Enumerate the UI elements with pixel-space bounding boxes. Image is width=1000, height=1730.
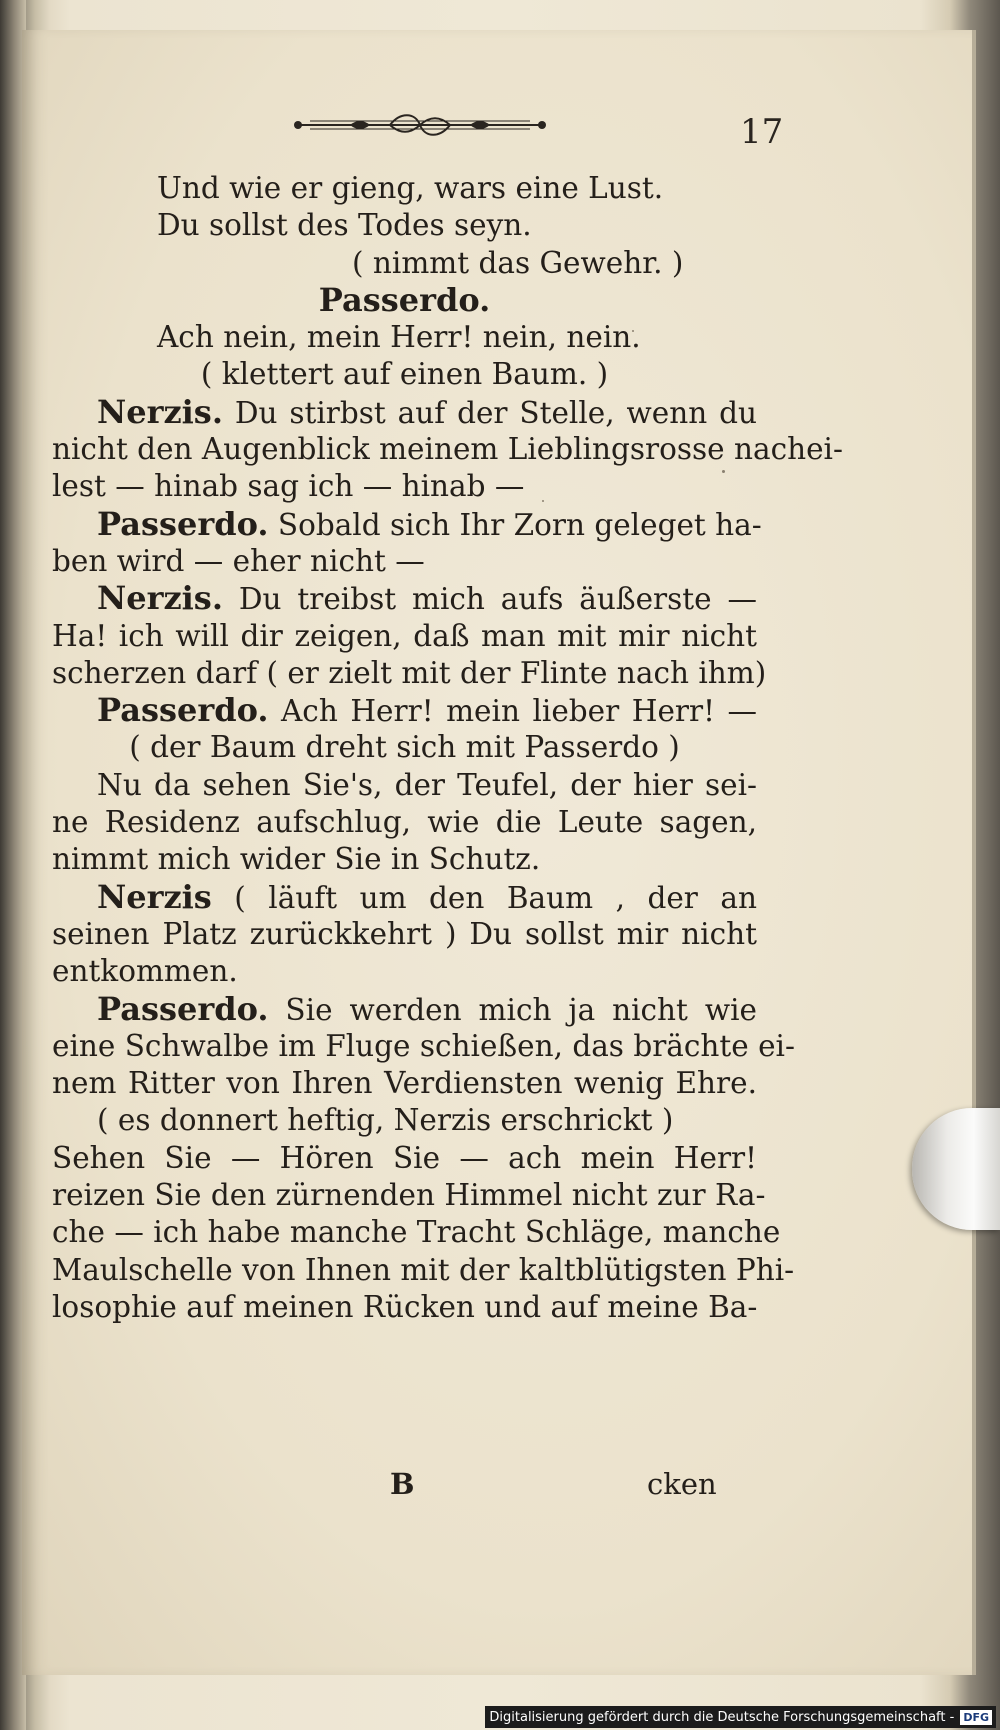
text-line (52, 879, 757, 916)
text-line (52, 1140, 757, 1177)
line-text: lest — hinab sag ich — hinab — (52, 469, 525, 504)
text-line (52, 207, 757, 244)
text-line (52, 618, 757, 655)
text-line (52, 1214, 781, 1251)
text-line (52, 468, 757, 505)
line-text: ( nimmt das Gewehr. ) (352, 245, 684, 280)
line-text: entkommen. (52, 954, 238, 989)
text-line (52, 245, 757, 282)
text-line (52, 504, 762, 543)
text-line (52, 580, 757, 617)
dfg-logo: DFG (960, 1710, 992, 1725)
speaker-name: Nerzis. (97, 579, 223, 618)
line-text: ben wird — eher nicht — (52, 543, 425, 578)
text-line (52, 692, 757, 729)
line-text: Du sollst des Todes seyn. (157, 208, 532, 243)
line-text: Ach Herr! mein lieber Herr! — (268, 694, 757, 729)
line-text: nem Ritter von Ihren Verdiensten wenig Ehre. (52, 1066, 757, 1101)
line-text: reizen Sie den zürnenden Himmel nicht zur Ra- (52, 1178, 766, 1213)
text-line (52, 916, 757, 953)
text-line (52, 1102, 757, 1139)
text-line (52, 1028, 795, 1065)
speaker-name: Passerdo. (97, 691, 269, 730)
text-line (52, 1177, 766, 1214)
text-line (52, 356, 757, 393)
line-text: che — ich habe manche Tracht Schläge, manche (52, 1215, 781, 1250)
line-text: Ach nein, mein Herr! nein, nein. (157, 320, 641, 355)
speaker-name: Passerdo. (97, 504, 269, 543)
line-text: Sobald sich Ihr Zorn geleget ha- (268, 507, 762, 542)
text-line (52, 319, 757, 356)
line-text: ( klettert auf einen Baum. ) (200, 357, 609, 392)
text-line (52, 170, 757, 207)
line-text: Du stirbst auf der Stelle, wenn du (222, 395, 757, 430)
line-text: Und wie er gieng, wars eine Lust. (157, 171, 664, 205)
line-text: ( läuft um den Baum , der an (211, 880, 757, 915)
line-text: losophie auf meinen Rücken und auf meine Ba- (52, 1289, 758, 1324)
text-line (52, 729, 757, 766)
line-text: scherzen darf ( er zielt mit der Flinte nach ihm) (52, 655, 767, 690)
line-text: Sehen Sie — Hören Sie — ach mein Herr! (52, 1140, 757, 1175)
speaker-name: Nerzis. (97, 392, 223, 431)
line-text: Nu da sehen Sie's, der Teufel, der hier sei- (97, 767, 757, 802)
text-line (52, 543, 757, 580)
text-line (52, 991, 757, 1028)
text-line (52, 394, 757, 431)
footer-text: Digitalisierung gefördert durch die Deutsche Forschungsgemeinschaft - (489, 1709, 955, 1725)
line-text: Maulschelle von Ihnen mit der kaltblütigsten Phi- (52, 1252, 795, 1287)
digitization-footer (485, 1706, 996, 1728)
text-line (52, 1252, 795, 1289)
signature-mark: B (390, 1467, 415, 1501)
line-text: ne Residenz aufschlug, wie die Leute sagen, (52, 805, 757, 840)
page-number: 17 (740, 112, 784, 152)
speaker-name: Nerzis (97, 877, 212, 916)
speaker-name: Passerdo. (97, 989, 269, 1028)
text-line (52, 804, 757, 841)
line-text: ( es donnert heftig, Nerzis erschrickt ) (97, 1103, 674, 1138)
text-line (52, 1289, 757, 1326)
line-text: Ha! ich will dir zeigen, daß man mit mir nicht (52, 618, 757, 653)
line-text: Du treibst mich aufs äußerste — (222, 582, 757, 617)
text-line (52, 431, 843, 468)
line-text: Sie werden mich ja nicht wie (268, 992, 757, 1027)
line-text: Passerdo. (318, 280, 491, 319)
line-text: nimmt mich wider Sie in Schutz. (52, 842, 541, 877)
line-text: seinen Platz zurückkehrt ) Du sollst mir nicht (52, 916, 757, 951)
page-text-block (52, 170, 843, 1326)
text-line (52, 841, 757, 878)
text-line (52, 953, 757, 990)
text-line (52, 282, 757, 319)
catchword: cken (647, 1467, 717, 1501)
text-line (52, 1065, 757, 1102)
line-text: eine Schwalbe im Fluge schießen, das brächte ei- (52, 1028, 795, 1063)
decorative-header-ornament (290, 110, 550, 140)
line-text: ( der Baum dreht sich mit Passerdo ) (129, 730, 680, 765)
text-line (52, 767, 757, 804)
line-text: nicht den Augenblick meinem Lieblingsrosse nachei- (52, 432, 843, 467)
text-line (52, 655, 767, 692)
